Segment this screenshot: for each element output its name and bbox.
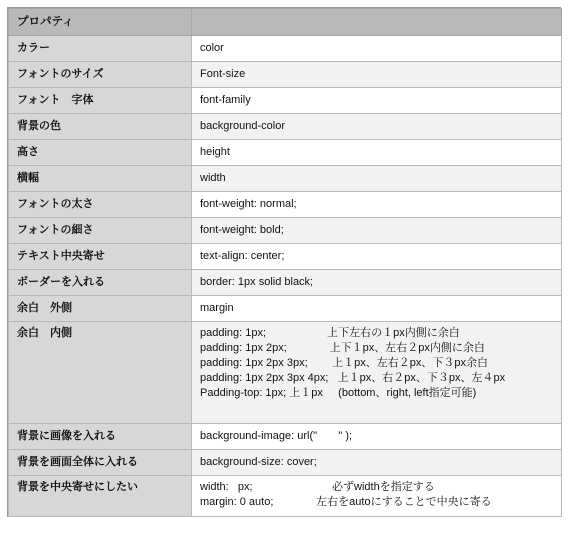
css-property-table bbox=[8, 8, 562, 517]
row-value bbox=[192, 476, 562, 517]
table-row bbox=[9, 62, 562, 88]
table-row bbox=[9, 36, 562, 62]
table-row bbox=[9, 166, 562, 192]
table-row bbox=[9, 476, 562, 517]
value-line: width bbox=[200, 172, 226, 184]
value-line: border: 1px solid black; bbox=[200, 276, 314, 288]
value-line: height bbox=[200, 146, 230, 158]
table-row bbox=[9, 88, 562, 114]
row-name: ボーダーを入れる bbox=[9, 270, 192, 296]
value-line: background-image: url(" " ); bbox=[200, 430, 353, 442]
table-row bbox=[9, 244, 562, 270]
row-value bbox=[192, 166, 562, 192]
value-line: color bbox=[200, 42, 224, 54]
row-value bbox=[192, 88, 562, 114]
value-line: background-size: cover; bbox=[200, 456, 317, 468]
row-value bbox=[192, 270, 562, 296]
value-line: padding: 1px; 上下左右の１px内側に余白 bbox=[200, 327, 460, 339]
row-name: フォントの太さ bbox=[9, 192, 192, 218]
value-line: padding: 1px 2px 3px; 上１px、左右２px、下３px余白 bbox=[200, 357, 488, 369]
row-value bbox=[192, 218, 562, 244]
row-value bbox=[192, 192, 562, 218]
header-property: プロパティ bbox=[9, 9, 192, 36]
row-name: 背景に画像を入れる bbox=[9, 424, 192, 450]
row-name: 余白 内側 bbox=[9, 322, 192, 424]
row-name: 余白 外側 bbox=[9, 296, 192, 322]
table-row bbox=[9, 218, 562, 244]
value-line: font-family bbox=[200, 94, 251, 106]
table-row bbox=[9, 114, 562, 140]
row-name: 高さ bbox=[9, 140, 192, 166]
row-value bbox=[192, 62, 562, 88]
table-row bbox=[9, 270, 562, 296]
table-row bbox=[9, 424, 562, 450]
row-value bbox=[192, 114, 562, 140]
table-header-row bbox=[9, 9, 562, 36]
value-line: font-weight: normal; bbox=[200, 198, 297, 210]
value-line: margin bbox=[200, 302, 234, 314]
row-name: カラー bbox=[9, 36, 192, 62]
value-line: font-weight: bold; bbox=[200, 224, 284, 236]
value-line: margin: 0 auto; 左右をautoにすることで中央に寄る bbox=[200, 496, 492, 508]
table-row bbox=[9, 296, 562, 322]
header-value bbox=[192, 9, 562, 36]
row-name: テキスト中央寄せ bbox=[9, 244, 192, 270]
row-value bbox=[192, 36, 562, 62]
value-line: Font-size bbox=[200, 68, 246, 80]
row-value bbox=[192, 296, 562, 322]
table-row bbox=[9, 450, 562, 476]
table-row bbox=[9, 192, 562, 218]
row-name: 背景を中央寄せにしたい bbox=[9, 476, 192, 517]
row-name: フォント 字体 bbox=[9, 88, 192, 114]
value-line: padding: 1px 2px; 上下１px、左右２px内側に余白 bbox=[200, 342, 485, 354]
row-value bbox=[192, 244, 562, 270]
row-name: 背景を画面全体に入れる bbox=[9, 450, 192, 476]
row-value bbox=[192, 140, 562, 166]
table-row bbox=[9, 322, 562, 424]
value-line: text-align: center; bbox=[200, 250, 285, 262]
value-line: background-color bbox=[200, 120, 285, 132]
value-line: padding: 1px 2px 3px 4px; 上１px、右２px、下３px、左４px bbox=[200, 372, 506, 384]
row-name: 横幅 bbox=[9, 166, 192, 192]
value-line: Padding-top: 1px; 上１px (bottom、right, left指定可能) bbox=[200, 387, 477, 399]
property-table-frame bbox=[7, 7, 561, 517]
row-value bbox=[192, 450, 562, 476]
row-value bbox=[192, 322, 562, 424]
row-name: 背景の色 bbox=[9, 114, 192, 140]
row-name: フォントのサイズ bbox=[9, 62, 192, 88]
table-row bbox=[9, 140, 562, 166]
row-name: フォントの細さ bbox=[9, 218, 192, 244]
value-line: width: px; 必ずwidthを指定する bbox=[200, 481, 435, 493]
row-value bbox=[192, 424, 562, 450]
